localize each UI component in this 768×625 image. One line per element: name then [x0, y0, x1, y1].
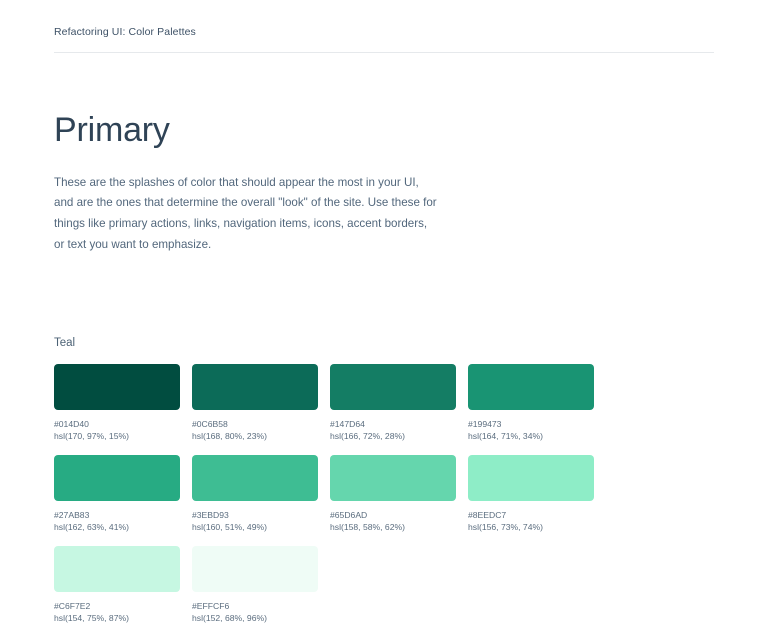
breadcrumb: Refactoring UI: Color Palettes — [54, 26, 196, 38]
color-hsl-value: hsl(162, 63%, 41%) — [54, 522, 129, 533]
color-chip — [468, 455, 594, 501]
color-hex-value: #C6F7E2 — [54, 600, 91, 611]
color-chip — [54, 546, 180, 592]
color-meta — [54, 600, 180, 625]
color-meta — [468, 509, 594, 534]
color-swatch — [192, 364, 318, 443]
color-swatch — [468, 455, 594, 534]
color-hsl-value: hsl(170, 97%, 15%) — [54, 431, 129, 442]
color-meta — [192, 600, 318, 625]
document-header — [54, 26, 714, 53]
page-title: Primary — [54, 111, 170, 149]
color-hex-value: #3EBD93 — [192, 509, 229, 520]
color-hsl-value: hsl(164, 71%, 34%) — [468, 431, 543, 442]
color-hsl-value: hsl(152, 68%, 96%) — [192, 613, 267, 624]
color-meta — [192, 509, 318, 534]
color-meta — [468, 418, 594, 443]
color-hex-value: #27AB83 — [54, 509, 90, 520]
color-hex-value: #147D64 — [330, 419, 365, 429]
color-meta — [54, 418, 180, 443]
color-meta — [192, 418, 318, 443]
palette-section-label: Teal — [54, 337, 76, 349]
color-chip — [330, 455, 456, 501]
intro-paragraph: These are the splashes of color that should appear the most in your UI, and are the ones that determine the overall "look" of the site. Use these for things like primary actions, links, navigation items, icons, accent borders, or text you want to emphasize. — [54, 175, 437, 251]
color-swatch — [192, 546, 318, 625]
color-hex-value: #199473 — [468, 419, 502, 429]
color-hsl-value: hsl(160, 51%, 49%) — [192, 522, 267, 533]
color-swatch — [330, 364, 456, 443]
color-hex-value: #014D40 — [54, 419, 89, 429]
color-chip — [54, 455, 180, 501]
color-chip — [192, 455, 318, 501]
color-chip — [330, 364, 456, 410]
color-chip — [192, 546, 318, 592]
color-hex-value: #8EEDC7 — [468, 509, 507, 520]
color-swatch — [54, 455, 180, 534]
color-swatch — [468, 364, 594, 443]
color-hsl-value: hsl(156, 73%, 74%) — [468, 522, 543, 533]
color-meta — [54, 509, 180, 534]
color-swatch — [330, 455, 456, 534]
color-swatch — [192, 455, 318, 534]
color-hsl-value: hsl(168, 80%, 23%) — [192, 431, 267, 442]
color-hex-value: #65D6AD — [330, 509, 368, 520]
color-chip — [54, 364, 180, 410]
color-hex-value: #0C6B58 — [192, 419, 228, 429]
color-hsl-value: hsl(158, 58%, 62%) — [330, 522, 405, 533]
color-meta — [330, 418, 456, 443]
color-chip — [192, 364, 318, 410]
color-swatch — [54, 546, 180, 625]
color-hsl-value: hsl(154, 75%, 87%) — [54, 613, 129, 624]
main-content — [54, 110, 716, 267]
color-hsl-value: hsl(166, 72%, 28%) — [330, 431, 405, 442]
color-hex-value: #EFFCF6 — [192, 600, 230, 611]
color-swatch — [54, 364, 180, 443]
color-meta — [330, 509, 456, 534]
color-chip — [468, 364, 594, 410]
swatch-grid — [54, 364, 716, 625]
